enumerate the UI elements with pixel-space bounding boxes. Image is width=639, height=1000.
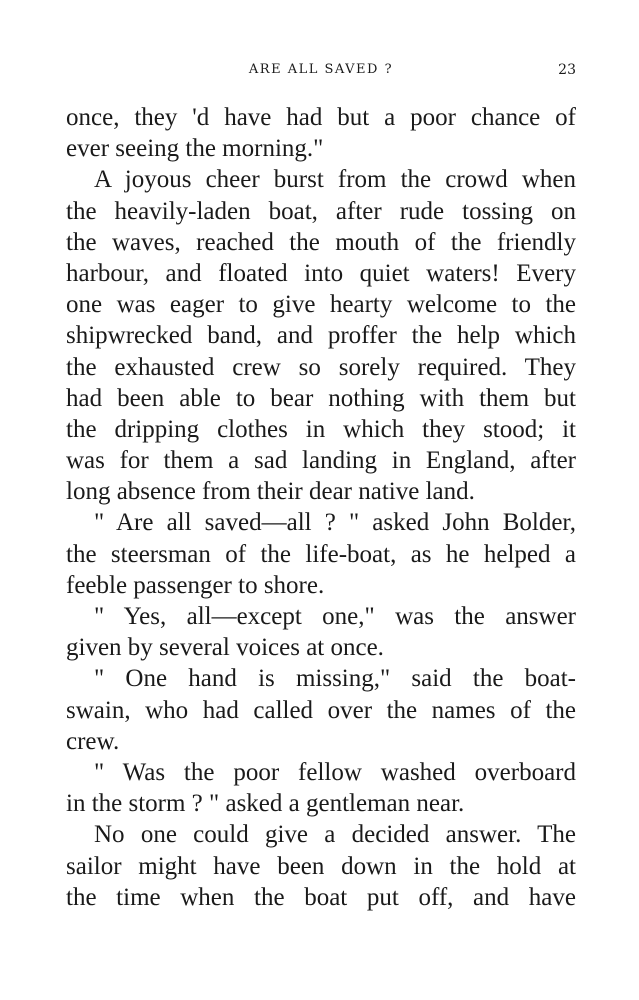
text-line: ever seeing the morning." [66,135,324,163]
text-line: was for them a sad landing in England, after [66,447,576,475]
page-header [66,62,576,84]
text-line: the waves, reached the mouth of the friendly [66,228,576,256]
text-line: No one could give a decided answer. The [94,821,576,849]
page-number: 23 [558,62,576,78]
text-line: once, they 'd have had but a poor chance of [66,104,576,131]
text-line: " One hand is missing," said the boat- [94,665,576,693]
text-line: shipwrecked band, and proffer the help which [66,322,576,350]
running-title: ARE ALL SAVED ? [248,62,394,77]
text-line: in the storm ? " asked a gentleman near. [66,790,465,818]
text-line: feeble passenger to shore. [66,571,325,599]
text-line: " Was the poor fellow washed overboard [94,758,576,786]
text-line: one was eager to give hearty welcome to the [66,291,576,319]
text-line: had been able to bear nothing with them but [66,384,576,412]
text-line: " Yes, all—except one," was the answer [94,603,576,630]
text-line: harbour, and floated into quiet waters! Every [66,259,576,287]
text-line: the exhausted crew so sorely required. They [66,353,576,381]
text-line: the heavily-laden boat, after rude tossing on [66,197,576,225]
text-line: A joyous cheer burst from the crowd when [94,166,576,194]
text-line: swain, who had called over the names of the [66,696,576,724]
text-line: " Are all saved—all ? " asked John Bolder, [94,509,576,537]
text-line: the time when the boat put off, and have [66,883,576,911]
text-line: long absence from their dear native land. [66,478,475,506]
text-line: sailor might have been down in the hold at [66,852,576,880]
body-text [66,102,576,913]
text-line: crew. [66,727,120,755]
text-line: the dripping clothes in which they stood; it [66,415,576,443]
text-line: the steersman of the life-boat, as he helped a [66,540,576,568]
text-line: given by several voices at once. [66,634,384,662]
